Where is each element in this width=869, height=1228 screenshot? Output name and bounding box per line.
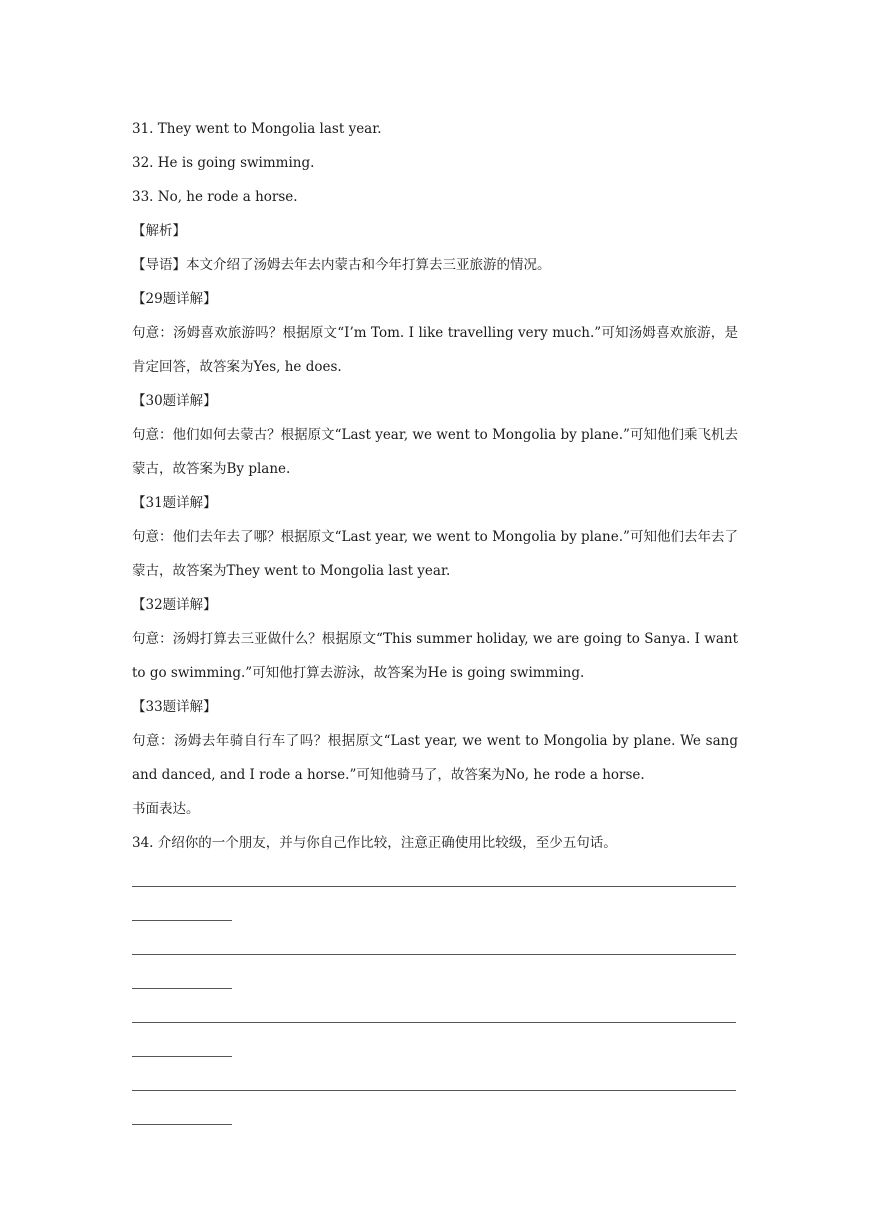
- answer-31: 31. They went to Mongolia last year.: [132, 121, 382, 137]
- question-34: 34. 介绍你的一个朋友，并与你自己作比较，注意正确使用比较级，至少五句话。: [132, 835, 617, 851]
- detail-31-heading: 【31题详解】: [132, 495, 217, 511]
- answer-line: [132, 860, 738, 894]
- detail-32-heading: 【32题详解】: [132, 597, 217, 613]
- section-title: 书面表达。: [132, 801, 200, 817]
- answer-line-short: [132, 1030, 738, 1064]
- answer-line: [132, 1064, 738, 1098]
- answer-line-short: [132, 962, 738, 996]
- detail-32-text: 句意：汤姆打算去三亚做什么？根据原文“This summer holiday, we are going to Sanya. I want to go swimming.”可知他打算去游泳，故答案为He is going swimming.: [132, 631, 738, 681]
- answer-line-short: [132, 1098, 738, 1132]
- answer-33: 33. No, he rode a horse.: [132, 189, 298, 205]
- answer-line: [132, 996, 738, 1030]
- answer-line: [132, 928, 738, 962]
- detail-33-text: 句意：汤姆去年骑自行车了吗？根据原文“Last year, we went to Mongolia by plane. We sang and danced, and I rode a horse.”可知他骑马了，故答案为No, he rode a horse.: [132, 733, 738, 783]
- document-page: [132, 112, 738, 1132]
- detail-33-heading: 【33题详解】: [132, 699, 217, 715]
- detail-31-text: 句意：他们去年去了哪？根据原文“Last year, we went to Mongolia by plane.”可知他们去年去了蒙古，故答案为They went to Mongolia last year.: [132, 529, 738, 579]
- detail-30-text: 句意：他们如何去蒙古？根据原文“Last year, we went to Mongolia by plane.”可知他们乘飞机去蒙古，故答案为By plane.: [132, 427, 738, 477]
- answer-line-short: [132, 894, 738, 928]
- intro-text: 【导语】本文介绍了汤姆去年去内蒙古和今年打算去三亚旅游的情况。: [132, 257, 551, 273]
- detail-29-heading: 【29题详解】: [132, 291, 217, 307]
- analysis-heading: 【解析】: [132, 223, 186, 239]
- detail-29-text: 句意：汤姆喜欢旅游吗？根据原文“I’m Tom. I like travelling very much.”可知汤姆喜欢旅游，是肯定回答，故答案为Yes, he does.: [132, 325, 738, 375]
- answer-32: 32. He is going swimming.: [132, 155, 315, 171]
- detail-30-heading: 【30题详解】: [132, 393, 217, 409]
